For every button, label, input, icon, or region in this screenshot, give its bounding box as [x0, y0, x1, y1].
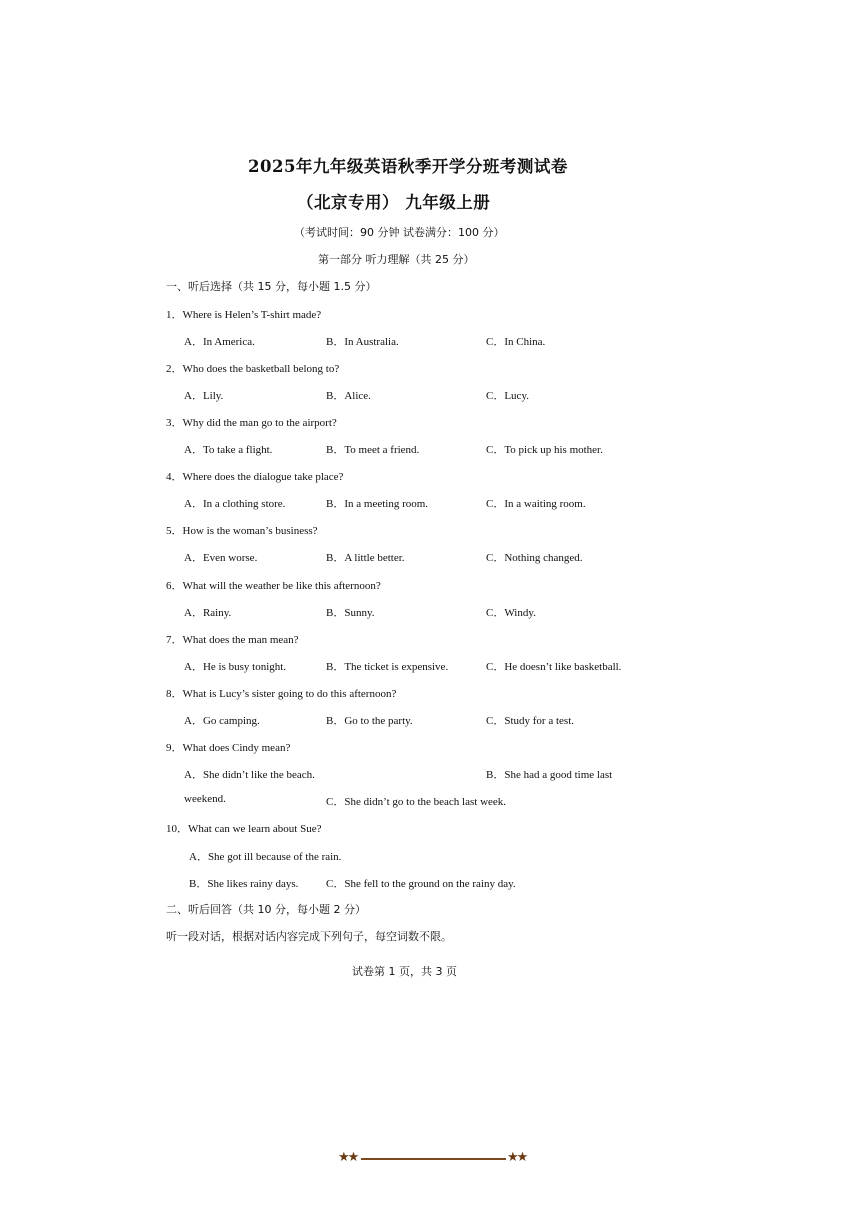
option-c: C．She didn’t go to the beach last week.: [326, 796, 507, 808]
option-c: C．Lucy.: [486, 390, 529, 402]
section-heading-2: 二、听后回答（共 10 分，每小题 2 分）: [166, 903, 366, 916]
option-b-continued: weekend.: [184, 793, 226, 805]
exam-title: 2025年九年级英语秋季开学分班考测试卷: [248, 157, 568, 176]
question-10: 10．What can we learn about Sue?: [166, 823, 322, 835]
option-b: B．She had a good time last: [486, 769, 613, 781]
question-6: 6．What will the weather be like this afternoon?: [166, 580, 381, 592]
option-b: B．To meet a friend.: [326, 444, 420, 456]
option-b: B．Go to the party.: [326, 715, 413, 727]
question-2: 2．Who does the basketball belong to?: [166, 363, 340, 375]
option-a: A．Go camping.: [184, 715, 260, 727]
section-instruction: 听一段对话，根据对话内容完成下列句子，每空词数不限。: [166, 930, 452, 943]
option-b: B．The ticket is expensive.: [326, 661, 449, 673]
page-footer: 试卷第 1 页，共 3 页: [352, 965, 457, 978]
option-c: C．To pick up his mother.: [486, 444, 603, 456]
option-b: B．Sunny.: [326, 607, 375, 619]
left-stars-icon: ★★: [338, 1150, 358, 1165]
option-a: A．Lily.: [184, 390, 224, 402]
option-a: A．He is busy tonight.: [184, 661, 287, 673]
option-a: A．Even worse.: [184, 552, 258, 564]
option-c: C．In China.: [486, 336, 546, 348]
option-c: C．In a waiting room.: [486, 498, 586, 510]
right-stars-icon: ★★: [507, 1150, 527, 1165]
question-8: 8．What is Lucy’s sister going to do this afternoon?: [166, 688, 397, 700]
option-c: C．Windy.: [486, 607, 536, 619]
option-c: C．Nothing changed.: [486, 552, 583, 564]
option-b: B．A little better.: [326, 552, 405, 564]
option-b: B．Alice.: [326, 390, 371, 402]
option-c: C．He doesn’t like basketball.: [486, 661, 622, 673]
question-4: 4．Where does the dialogue take place?: [166, 471, 344, 483]
exam-info: （考试时间：90 分钟 试卷满分：100 分）: [294, 226, 505, 239]
option-a: A．In America.: [184, 336, 255, 348]
option-c: C．Study for a test.: [486, 715, 574, 727]
option-a: A．Rainy.: [184, 607, 232, 619]
question-5: 5．How is the woman’s business?: [166, 525, 318, 537]
question-9: 9．What does Cindy mean?: [166, 742, 291, 754]
question-1: 1．Where is Helen’s T-shirt made?: [166, 309, 322, 321]
ornament-divider: [361, 1158, 506, 1160]
option-a: A．She got ill because of the rain.: [189, 851, 342, 863]
option-b: B．In a meeting room.: [326, 498, 429, 510]
section-heading-1: 一、听后选择（共 15 分，每小题 1.5 分）: [166, 280, 377, 293]
option-b: B．She likes rainy days.: [189, 878, 299, 890]
question-7: 7．What does the man mean?: [166, 634, 299, 646]
option-a: A．To take a flight.: [184, 444, 273, 456]
option-b: B．In Australia.: [326, 336, 399, 348]
option-a: A．In a clothing store.: [184, 498, 286, 510]
question-3: 3．Why did the man go to the airport?: [166, 417, 337, 429]
part-heading: 第一部分 听力理解（共 25 分）: [318, 253, 475, 266]
exam-subtitle: （北京专用） 九年级上册: [297, 193, 491, 212]
option-a: A．She didn’t like the beach.: [184, 769, 315, 781]
option-c: C．She fell to the ground on the rainy day.: [326, 878, 516, 890]
